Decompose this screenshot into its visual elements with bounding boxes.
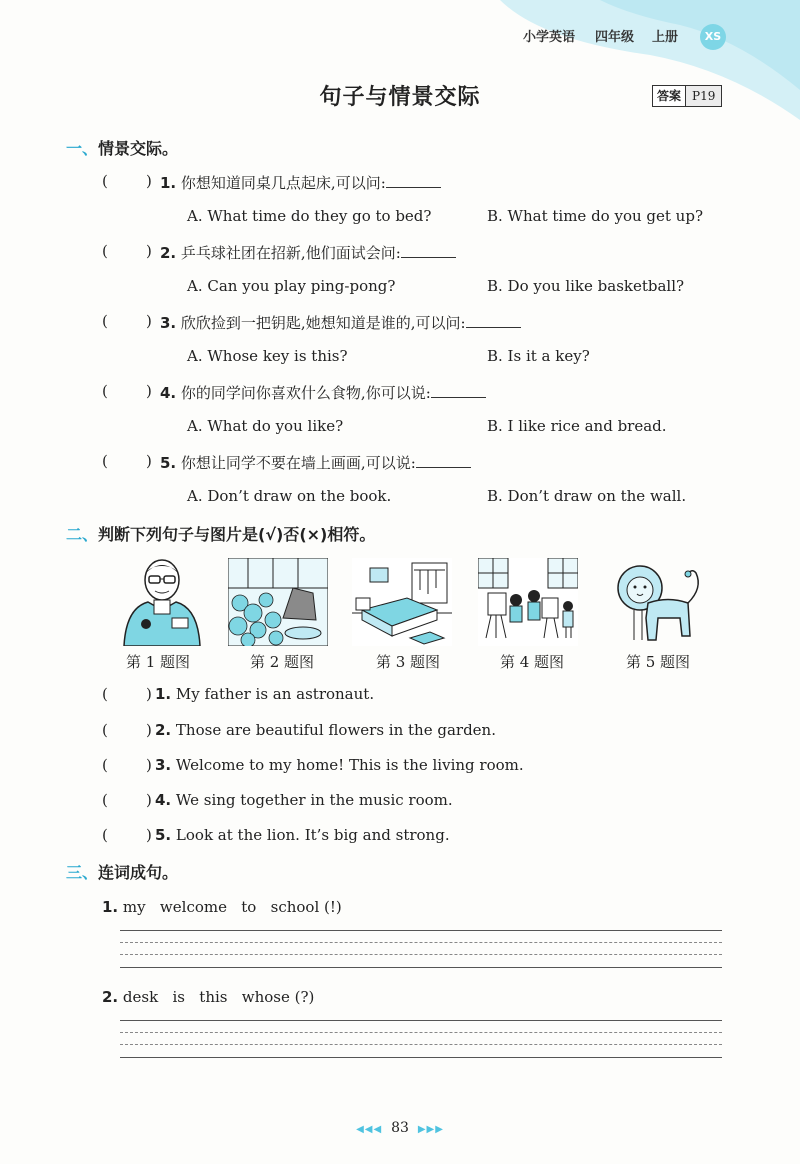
section1-number: 一、 (66, 139, 99, 158)
section2-number: 二、 (66, 525, 99, 544)
page-number: 83 (391, 1120, 409, 1136)
question-5: 5. 你想让同学不要在墙上画画,可以说: (160, 452, 471, 473)
caption-3: 第 3 题图 (375, 653, 441, 671)
answer-blank (401, 243, 456, 258)
writing-line[interactable] (120, 1020, 722, 1021)
option-1b: B. What time do you get up? (487, 207, 703, 225)
lion-picture (608, 558, 708, 646)
option-4b: B. I like rice and bread. (487, 417, 667, 435)
option-4a: A. What do you like? (187, 417, 344, 435)
caption-1: 第 1 题图 (125, 653, 191, 671)
answer-paren[interactable]: ( ) (102, 382, 152, 400)
judge-item-1: 1. My father is an astronaut. (155, 685, 375, 703)
answer-paren[interactable]: ( ) (102, 826, 152, 844)
answer-blank (431, 383, 486, 398)
option-1a: A. What time do they go to bed? (187, 207, 432, 225)
bedroom-picture (352, 558, 452, 646)
writing-line-guide (120, 1032, 722, 1033)
xs-badge: XS (700, 24, 726, 50)
section3-title: 连词成句。 (98, 863, 179, 882)
garden-flowers-picture (228, 558, 328, 646)
art-room-children-picture (478, 558, 578, 646)
astronaut-person-picture (112, 558, 212, 646)
judge-item-2: 2. Those are beautiful flowers in the garden. (155, 721, 496, 739)
left-arrows-icon: ◀◀◀ (356, 1124, 383, 1135)
answer-blank (386, 173, 441, 188)
answer-paren[interactable]: ( ) (102, 312, 152, 330)
question-1: 1. 你想知道同桌几点起床,可以问: (160, 172, 441, 193)
answer-paren[interactable]: ( ) (102, 756, 152, 774)
answer-label: 答案 (653, 86, 685, 106)
section2-heading (66, 522, 375, 545)
section2-title: 判断下列句子与图片是(√)否(×)相符。 (98, 525, 376, 544)
answer-paren[interactable]: ( ) (102, 242, 152, 260)
answer-paren[interactable]: ( ) (102, 791, 152, 809)
option-3a: A. Whose key is this? (187, 347, 348, 365)
answer-blank (416, 453, 471, 468)
caption-5: 第 5 题图 (625, 653, 691, 671)
option-3b: B. Is it a key? (487, 347, 590, 365)
question-2: 2. 乒乓球社团在招新,他们面试会问: (160, 242, 456, 263)
section3-heading (66, 860, 178, 883)
header-grade: 四年级 (595, 30, 635, 45)
section1-title: 情景交际。 (98, 139, 179, 158)
answer-reference (652, 85, 722, 107)
question-4: 4. 你的同学问你喜欢什么食物,你可以说: (160, 382, 486, 403)
judge-item-4: 4. We sing together in the music room. (155, 791, 453, 809)
option-5a: A. Don’t draw on the book. (187, 487, 392, 505)
judge-item-5: 5. Look at the lion. It’s big and strong. (155, 826, 450, 844)
writing-line-guide (120, 1044, 722, 1045)
section1-heading (66, 136, 178, 159)
option-5b: B. Don’t draw on the wall. (487, 487, 687, 505)
writing-line[interactable] (120, 967, 722, 968)
word-order-item-1: 1. my welcome to school (!) (102, 898, 342, 916)
option-2a: A. Can you play ping-pong? (187, 277, 396, 295)
header-volume: 上册 (652, 30, 679, 45)
writing-line-guide (120, 942, 722, 943)
page-title: 句子与情景交际 (319, 85, 481, 110)
caption-2: 第 2 题图 (249, 653, 315, 671)
answer-paren[interactable]: ( ) (102, 452, 152, 470)
judge-item-3: 3. Welcome to my home! This is the living room. (155, 756, 524, 774)
answer-paren[interactable]: ( ) (102, 721, 152, 739)
right-arrows-icon: ▶▶▶ (417, 1124, 444, 1135)
answer-paren[interactable]: ( ) (102, 172, 152, 190)
writing-line[interactable] (120, 1057, 722, 1058)
writing-line-guide (120, 954, 722, 955)
writing-line[interactable] (120, 930, 722, 931)
option-2b: B. Do you like basketball? (487, 277, 685, 295)
header-subject: 小学英语 (523, 30, 576, 45)
word-order-item-2: 2. desk is this whose (?) (102, 988, 315, 1006)
answer-blank (466, 313, 521, 328)
answer-paren[interactable]: ( ) (102, 685, 152, 703)
answer-page: P19 (685, 86, 721, 106)
page-footer (0, 1120, 800, 1136)
caption-4: 第 4 题图 (499, 653, 565, 671)
section3-number: 三、 (66, 863, 99, 882)
question-3: 3. 欣欣捡到一把钥匙,她想知道是谁的,可以问: (160, 312, 521, 333)
